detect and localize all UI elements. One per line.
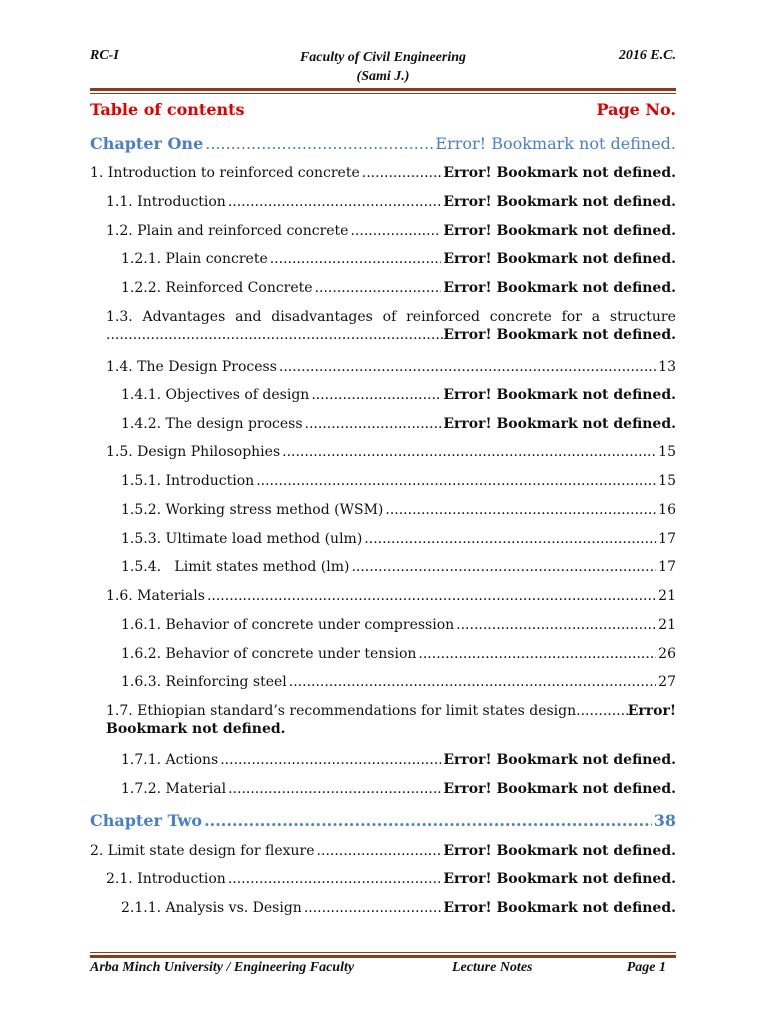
toc-entry-2[interactable] bbox=[90, 843, 676, 859]
toc-entry-1-3[interactable] bbox=[106, 309, 676, 343]
toc-entry-page: 21 bbox=[658, 588, 676, 604]
toc-entry-text: 1.5.2. Working stress method (WSM) bbox=[121, 502, 384, 518]
toc-entry-text: 1.5.3. Ultimate load method (ulm) bbox=[121, 531, 363, 547]
toc-entry-text: 2.1.1. Analysis vs. Design bbox=[121, 900, 302, 916]
toc-leader bbox=[228, 194, 441, 210]
page-header bbox=[90, 46, 676, 86]
toc-entry-text: 1.3. Advantages and disadvantages of reinforced concrete for a structure bbox=[106, 309, 676, 325]
toc-entry-text: 1.5.4. Limit states method (lm) bbox=[121, 559, 350, 575]
toc-leader bbox=[220, 752, 441, 768]
toc-entry-text: 1. Introduction to reinforced concrete bbox=[90, 165, 360, 181]
toc-entry-text: 1.6.3. Reinforcing steel bbox=[121, 674, 287, 690]
toc-entry-1-2[interactable] bbox=[106, 223, 676, 239]
toc-leader bbox=[315, 280, 442, 296]
toc-leader bbox=[282, 444, 656, 460]
toc-entry-1-6-3[interactable] bbox=[121, 674, 676, 690]
toc-entry-1-4-2[interactable] bbox=[121, 416, 676, 432]
toc-leader bbox=[311, 387, 441, 403]
toc-entry-text: 1.6.2. Behavior of concrete under tension bbox=[121, 646, 417, 662]
toc-entry-page: 27 bbox=[658, 674, 676, 690]
toc-entry-page: Error! Bookmark not defined. bbox=[435, 134, 676, 153]
toc-entry-1-4-1[interactable] bbox=[121, 387, 676, 403]
toc-entry-page: 17 bbox=[658, 531, 676, 547]
toc-leader bbox=[350, 223, 441, 239]
toc-entry-chapter-two[interactable] bbox=[90, 811, 676, 830]
header-faculty bbox=[90, 48, 676, 86]
header-year: 2016 E.C. bbox=[618, 48, 676, 63]
toc-leader bbox=[270, 251, 442, 267]
toc-entry-text: 2.1. Introduction bbox=[106, 871, 226, 887]
toc-entry-text: 1.7.2. Material bbox=[121, 781, 227, 797]
toc-entry-page: 38 bbox=[653, 811, 676, 830]
toc-leader bbox=[205, 134, 433, 153]
toc-entry-page: Error! Bookmark not defined. bbox=[443, 327, 676, 343]
toc-leader bbox=[106, 327, 443, 343]
toc-entry-page: Error! Bookmark not defined. bbox=[443, 165, 676, 181]
header-author: (Sami J.) bbox=[356, 69, 410, 84]
toc-entry-1-1[interactable] bbox=[106, 194, 676, 210]
toc-page-label: Page No. bbox=[596, 100, 676, 119]
toc-leader bbox=[305, 416, 442, 432]
toc-entry-page: 13 bbox=[658, 359, 676, 375]
toc-entry-page: 15 bbox=[658, 444, 676, 460]
toc-entry-text: 1.2.1. Plain concrete bbox=[121, 251, 268, 267]
toc-leader bbox=[228, 871, 441, 887]
toc-leader bbox=[576, 703, 628, 719]
toc-leader bbox=[385, 502, 656, 518]
toc-entry-page: Error! Bookmark not defined. bbox=[443, 752, 676, 768]
toc-entry-1-6[interactable] bbox=[106, 588, 676, 604]
toc-entry-text: Chapter One bbox=[90, 134, 204, 153]
toc-entry-1-5-2[interactable] bbox=[121, 502, 676, 518]
toc-entry-text: Chapter Two bbox=[90, 811, 203, 830]
toc-entry-page: Error! bbox=[627, 703, 676, 719]
footer-university: Arba Minch University / Engineering Faculty bbox=[90, 960, 355, 975]
toc-entry-page: 15 bbox=[658, 473, 676, 489]
toc-entry-chapter-one[interactable] bbox=[90, 134, 676, 153]
toc-leader bbox=[418, 646, 656, 662]
toc-entry-1-4[interactable] bbox=[106, 359, 676, 375]
header-rule bbox=[90, 88, 676, 94]
toc-leader bbox=[256, 473, 656, 489]
toc-entry-page: Error! Bookmark not defined. bbox=[443, 781, 676, 797]
toc-entry-text: 1.6.1. Behavior of concrete under compression bbox=[121, 617, 455, 633]
toc-entry-page: Error! Bookmark not defined. bbox=[443, 416, 676, 432]
toc-entry-text: 1.2.2. Reinforced Concrete bbox=[121, 280, 313, 296]
footer-doc-type: Lecture Notes bbox=[452, 960, 533, 975]
toc-entry-2-1[interactable] bbox=[106, 871, 676, 887]
toc-entry-page: Error! Bookmark not defined. bbox=[443, 251, 676, 267]
toc-entry-text: 1.4.2. The design process bbox=[121, 416, 303, 432]
toc-entry-text: 1.2. Plain and reinforced concrete bbox=[106, 223, 349, 239]
header-course: RC-I bbox=[90, 48, 119, 63]
toc-entry-text: 1.1. Introduction bbox=[106, 194, 226, 210]
toc-entry-page: 26 bbox=[658, 646, 676, 662]
toc-entry-page-cont: Bookmark not defined. bbox=[106, 721, 286, 737]
toc-entry-page: Error! Bookmark not defined. bbox=[443, 843, 676, 859]
toc-leader bbox=[317, 843, 442, 859]
toc-entry-page: 16 bbox=[658, 502, 676, 518]
toc-entry-1-2-2[interactable] bbox=[121, 280, 676, 296]
toc-entry-1-5-4[interactable] bbox=[121, 559, 676, 575]
toc-leader bbox=[204, 811, 652, 830]
toc-title: Table of contents bbox=[90, 100, 245, 119]
footer-page-number: Page 1 bbox=[626, 960, 666, 975]
toc-entry-text: 1.4.1. Objectives of design bbox=[121, 387, 310, 403]
toc-entry-1-6-2[interactable] bbox=[121, 646, 676, 662]
toc-entry-1-5-1[interactable] bbox=[121, 473, 676, 489]
toc-entry-page: Error! Bookmark not defined. bbox=[443, 900, 676, 916]
toc-entry-text: 1.5.1. Introduction bbox=[121, 473, 255, 489]
toc-entry-1-7-1[interactable] bbox=[121, 752, 676, 768]
toc-leader bbox=[456, 617, 656, 633]
footer-rule bbox=[90, 952, 676, 958]
toc-leader bbox=[207, 588, 656, 604]
toc-entry-page: Error! Bookmark not defined. bbox=[443, 871, 676, 887]
page-footer bbox=[90, 960, 676, 980]
toc-entry-text: 1.4. The Design Process bbox=[106, 359, 277, 375]
toc-entry-1[interactable] bbox=[90, 165, 676, 181]
toc-entry-1-2-1[interactable] bbox=[121, 251, 676, 267]
toc-heading bbox=[90, 100, 676, 122]
toc-leader bbox=[228, 781, 441, 797]
toc-entry-text: 1.7.1. Actions bbox=[121, 752, 219, 768]
toc-entry-1-5-3[interactable] bbox=[121, 531, 676, 547]
header-faculty-name: Faculty of Civil Engineering bbox=[299, 50, 467, 65]
toc-entry-page: 17 bbox=[658, 559, 676, 575]
toc-entry-page: Error! Bookmark not defined. bbox=[443, 223, 676, 239]
toc-entry-text: 1.6. Materials bbox=[106, 588, 205, 604]
toc-entry-page: Error! Bookmark not defined. bbox=[443, 280, 676, 296]
toc-entry-page: 21 bbox=[658, 617, 676, 633]
toc-leader bbox=[351, 559, 656, 575]
toc-entry-2-1-1[interactable] bbox=[121, 900, 676, 916]
toc-entry-text: 2. Limit state design for flexure bbox=[90, 843, 315, 859]
toc-entry-1-7-2[interactable] bbox=[121, 781, 676, 797]
toc-leader bbox=[279, 359, 656, 375]
toc-entry-text: 1.7. Ethiopian standard’s recommendations for limit states design bbox=[106, 703, 577, 719]
toc-leader bbox=[364, 531, 656, 547]
toc-entry-1-5[interactable] bbox=[106, 444, 676, 460]
toc-leader bbox=[304, 900, 441, 916]
toc-leader bbox=[362, 165, 442, 181]
toc-entry-text: 1.5. Design Philosophies bbox=[106, 444, 281, 460]
toc-entry-1-7[interactable] bbox=[106, 703, 676, 737]
toc-entry-page: Error! Bookmark not defined. bbox=[443, 387, 676, 403]
toc-entry-1-6-1[interactable] bbox=[121, 617, 676, 633]
toc-entry-page: Error! Bookmark not defined. bbox=[443, 194, 676, 210]
toc-leader bbox=[289, 674, 656, 690]
